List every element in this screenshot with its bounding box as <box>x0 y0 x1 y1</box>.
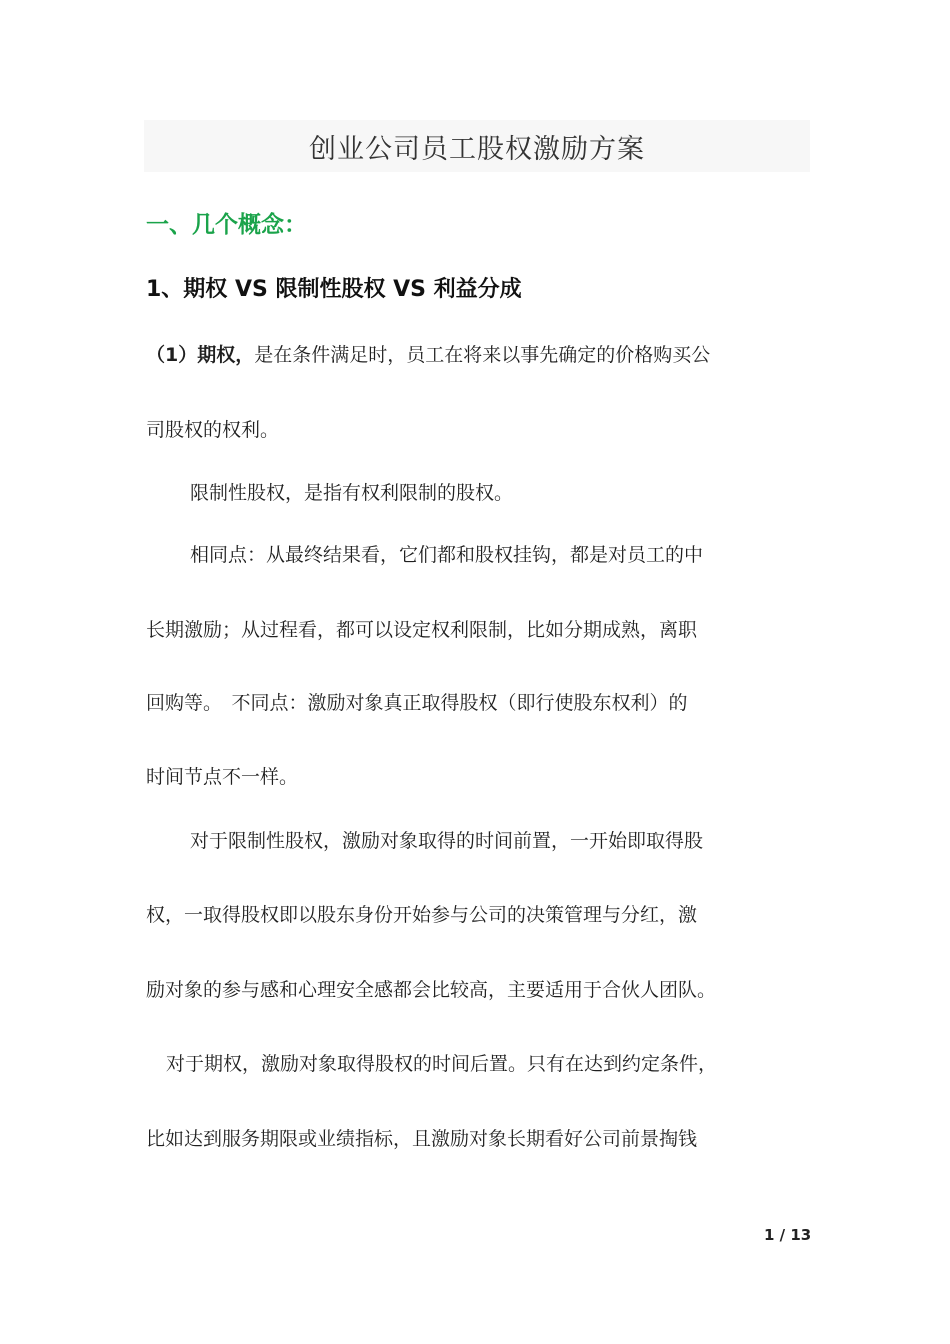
document-title: 创业公司员工股权激励方案 <box>309 133 645 165</box>
paragraph-text: 是在条件满足时，员工在将来以事先确定的价格购买公 <box>254 344 711 366</box>
paragraph-line: 相同点：从最终结果看，它们都和股权挂钩，都是对员工的中 <box>190 544 704 566</box>
paragraph-line: 权，一取得股权即以股东身份开始参与公司的决策管理与分红，激 <box>146 904 698 926</box>
paragraph-line: 对于期权，激励对象取得股权的时间后置。只有在达到约定条件， <box>166 1053 718 1075</box>
paragraph-line: 回购等。 不同点：激励对象真正取得股权（即行使股东权利）的 <box>146 692 688 714</box>
paragraph-line <box>146 340 710 367</box>
paragraph-line: 长期激励；从过程看，都可以设定权利限制，比如分期成熟，离职 <box>146 619 698 641</box>
paragraph-line: 限制性股权，是指有权利限制的股权。 <box>190 482 514 504</box>
term-option-label: （1）期权， <box>146 344 255 366</box>
paragraph-line: 对于限制性股权，激励对象取得的时间前置，一开始即取得股 <box>190 830 704 852</box>
paragraph-line: 司股权的权利。 <box>146 419 280 441</box>
paragraph-line: 时间节点不一样。 <box>146 766 299 788</box>
title-band <box>144 120 810 172</box>
paragraph-line: 励对象的参与感和心理安全感都会比较高，主要适用于合伙人团队。 <box>146 979 717 1001</box>
section-heading: 一、几个概念： <box>146 212 307 238</box>
page-number: 1 / 13 <box>764 1226 812 1244</box>
paragraph-line: 比如达到服务期限或业绩指标，且激励对象长期看好公司前景掏钱 <box>146 1128 698 1150</box>
subsection-heading: 1、期权 VS 限制性股权 VS 利益分成 <box>146 277 522 302</box>
